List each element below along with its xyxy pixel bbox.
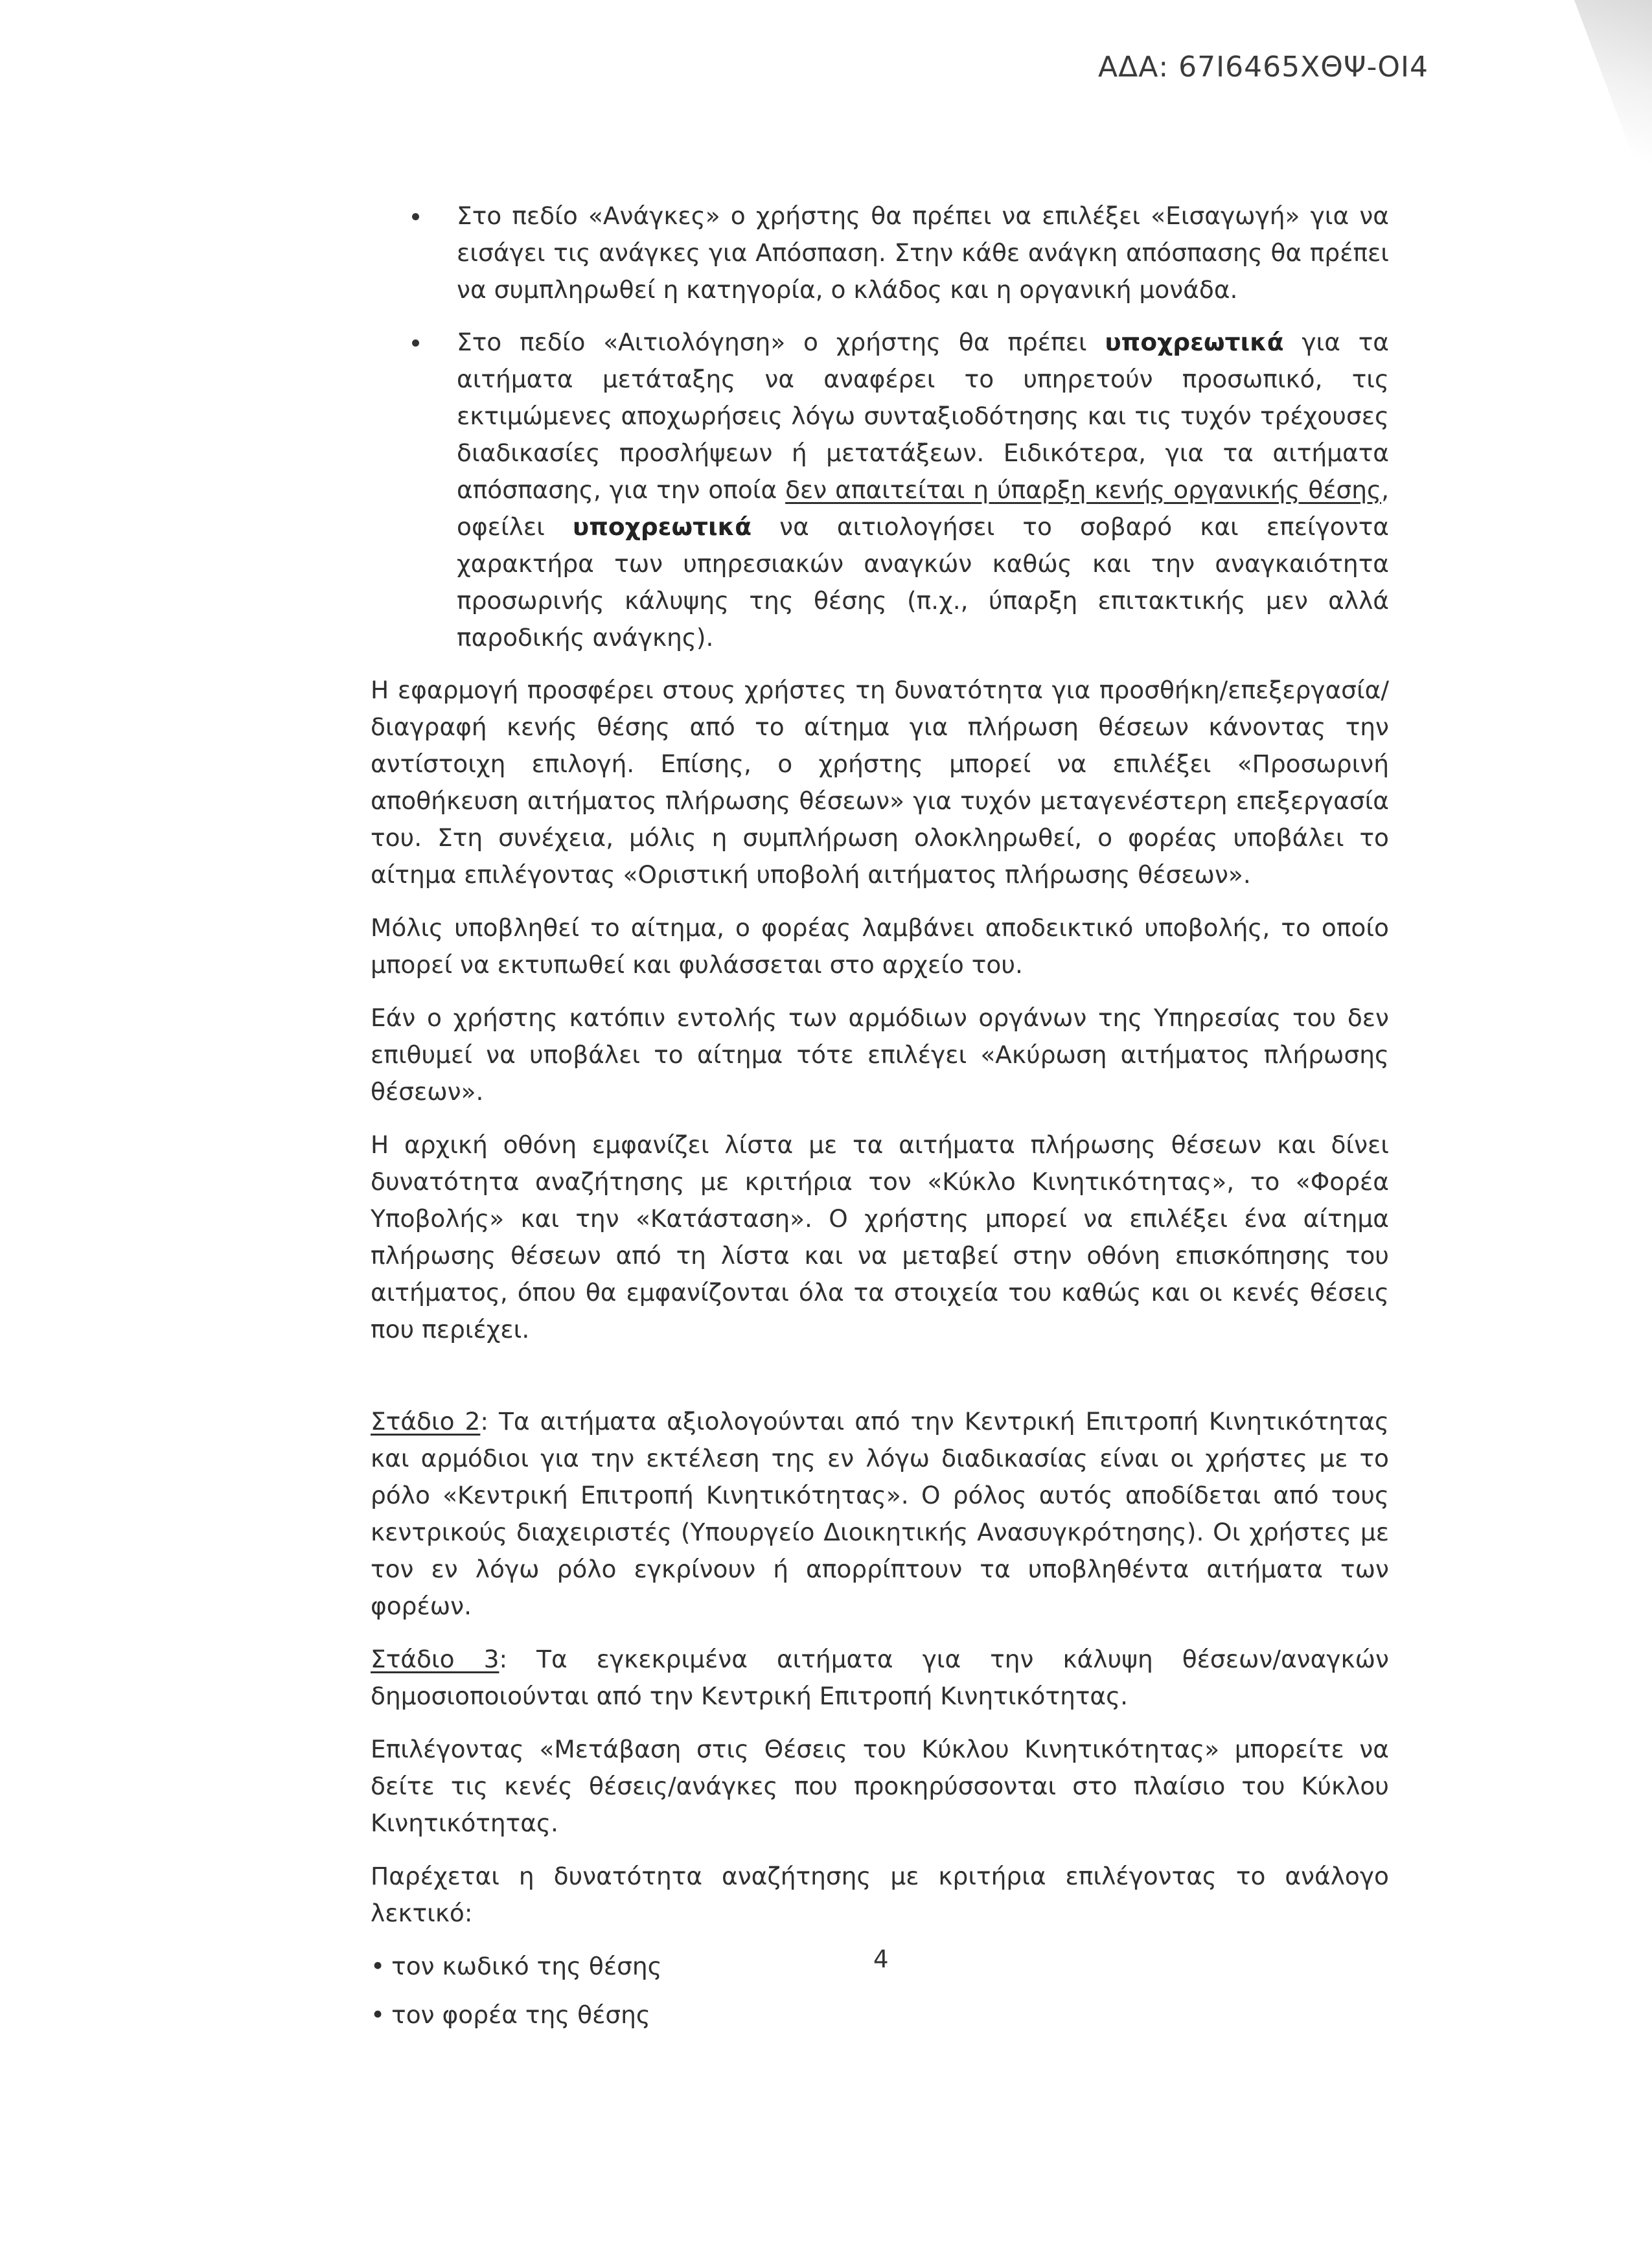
paragraph-cancel: Εάν ο χρήστης κατόπιν εντολής των αρμόδιων οργάνων της Υπηρεσίας του δεν επιθυμεί να υποβάλει το αίτημα τότε επιλέγει «Ακύρωση αιτήματος πλήρωσης θέσεων». xyxy=(371,1003,1389,1106)
ada-code: ΑΔΑ: 67Ι6465ΧΘΨ-ΟΙ4 xyxy=(1098,51,1428,84)
page-corner-fold xyxy=(1574,0,1652,207)
paragraph-positions: Επιλέγοντας «Μετάβαση στις Θέσεις του Κύκλου Κινητικότητας» μπορείτε να δείτε τις κενές θέσεις/ανάγκες που προκηρύσσονται στο πλαίσιο του Κύκλου Κινητικότητας. xyxy=(371,1735,1389,1837)
stage-2-text: : Τα αιτήματα αξιολογούνται από την Κεντρική Επιτροπή Κινητικότητας και αρμόδιοι για την εκτέλεση της εν λόγω διαδικασίας είναι οι χρήστες με το ρόλο «Κεντρική Επιτροπή Κινητικότητας». Ο ρόλος αυτός αποδίδεται από τους κεντρικούς διαχειριστές (Υπουργείο Διοικητικής Ανασυγκρότησης). Οι χρήστες με τον εν λόγω ρόλο εγκρίνουν ή απορρίπτουν τα υποβληθέντα αιτήματα των φορέων. xyxy=(371,1407,1389,1620)
criteria-agency: τον φορέα της θέσης xyxy=(391,2000,650,2029)
bullet-justification xyxy=(371,324,1389,656)
paragraph-stage-2 xyxy=(371,1403,1389,1625)
b2-underlined: δεν απαιτείται η ύπαρξη κενής οργανικής θέσης xyxy=(785,475,1382,504)
stage-3-label: Στάδιο 3 xyxy=(371,1645,499,1673)
stage-2-label: Στάδιο 2 xyxy=(371,1407,481,1436)
paragraph-search: Παρέχεται η δυνατότητα αναζήτησης με κριτήρια επιλέγοντας το ανάλογο λεκτικό: xyxy=(371,1862,1389,1927)
bullet-dot: • xyxy=(371,2000,385,2029)
stage-3-text: : Τα εγκεκριμένα αιτήματα για την κάλυψη θέσεων/αναγκών δημοσιοποιούνται από την Κεντρική Επιτροπή Κινητικότητας. xyxy=(371,1645,1389,1710)
bullet-needs-text: Στο πεδίο «Ανάγκες» ο χρήστης θα πρέπει να επιλέξει «Εισαγωγή» για να εισάγει τις ανάγκες για Απόσπαση. Στην κάθε ανάγκη απόσπασης θα πρέπει να συμπληρωθεί η κατηγορία, ο κλάδος και η οργανική μονάδα. xyxy=(457,201,1389,304)
criteria-code: τον κωδικό της θέσης xyxy=(391,1952,662,1980)
paragraph-submission: Μόλις υποβληθεί το αίτημα, ο φορέας λαμβάνει αποδεικτικό υποβολής, το οποίο μπορεί να εκτυπωθεί και φυλάσσεται στο αρχείο του. xyxy=(371,913,1389,979)
paragraph-home-screen: Η αρχική οθόνη εμφανίζει λίστα με τα αιτήματα πλήρωσης θέσεων και δίνει δυνατότητα αναζήτησης με κριτήρια τον «Κύκλο Κινητικότητας», το «Φορέα Υποβολής» και την «Κατάσταση». Ο χρήστης μπορεί να επιλέξει ένα αίτημα πλήρωσης θέσεων από τη λίστα και να μεταβεί στην οθόνη επισκόπησης του αιτήματος, όπου θα εμφανίζονται όλα τα στοιχεία του καθώς και οι κενές θέσεις που περιέχει. xyxy=(371,1130,1389,1344)
spacer xyxy=(371,1364,1389,1403)
b2-text-4: να αιτιολογήσει το σοβαρό και επείγοντα χαρακτήρα των υπηρεσιακών αναγκών καθώς και την αναγκαιότητα προσωρινής κάλυψης της θέσης (π.χ., ύπαρξη επιτακτικής μεν αλλά παροδικής ανάγκης). xyxy=(457,512,1389,652)
bullet-needs xyxy=(371,198,1389,308)
b2-bold-2: υποχρεωτικά xyxy=(572,512,752,541)
b2-text-3: , οφείλει xyxy=(457,475,1389,541)
document-body xyxy=(371,198,1389,2045)
bullet-dot: • xyxy=(371,1952,385,1980)
instruction-bullets xyxy=(371,198,1389,656)
b2-text-1: Στο πεδίο «Αιτιολόγηση» ο χρήστης θα πρέπει xyxy=(457,328,1105,356)
b2-bold-1: υποχρεωτικά xyxy=(1105,328,1284,356)
page-number: 4 xyxy=(873,1945,889,1973)
paragraph-application: Η εφαρμογή προσφέρει στους χρήστες τη δυνατότητα για προσθήκη/επεξεργασία/διαγραφή κενής θέσης από το αίτημα για πλήρωση θέσεων κάνοντας την αντίστοιχη επιλογή. Επίσης, ο χρήστης μπορεί να επιλέξει «Προσωρινή αποθήκευση αιτήματος πλήρωσης θέσεων» για τυχόν μεταγενέστερη επεξεργασία του. Στη συνέχεια, μόλις η συμπλήρωση ολοκληρωθεί, ο φορέας υποβάλει το αίτημα επιλέγοντας «Οριστική υποβολή αιτήματος πλήρωσης θέσεων». xyxy=(371,676,1389,889)
paragraph-stage-3 xyxy=(371,1641,1389,1715)
b2-text-2: για τα αιτήματα μετάταξης να αναφέρει το υπηρετούν προσωπικό, τις εκτιμώμενες αποχωρήσεις λόγω συνταξιοδότησης και τις τυχόν τρέχουσες διαδικασίες προσλήψεων ή μετατάξεων. Ειδικότερα, για τα αιτήματα απόσπασης, για την οποία xyxy=(457,328,1389,504)
list-item xyxy=(371,1997,1389,2033)
